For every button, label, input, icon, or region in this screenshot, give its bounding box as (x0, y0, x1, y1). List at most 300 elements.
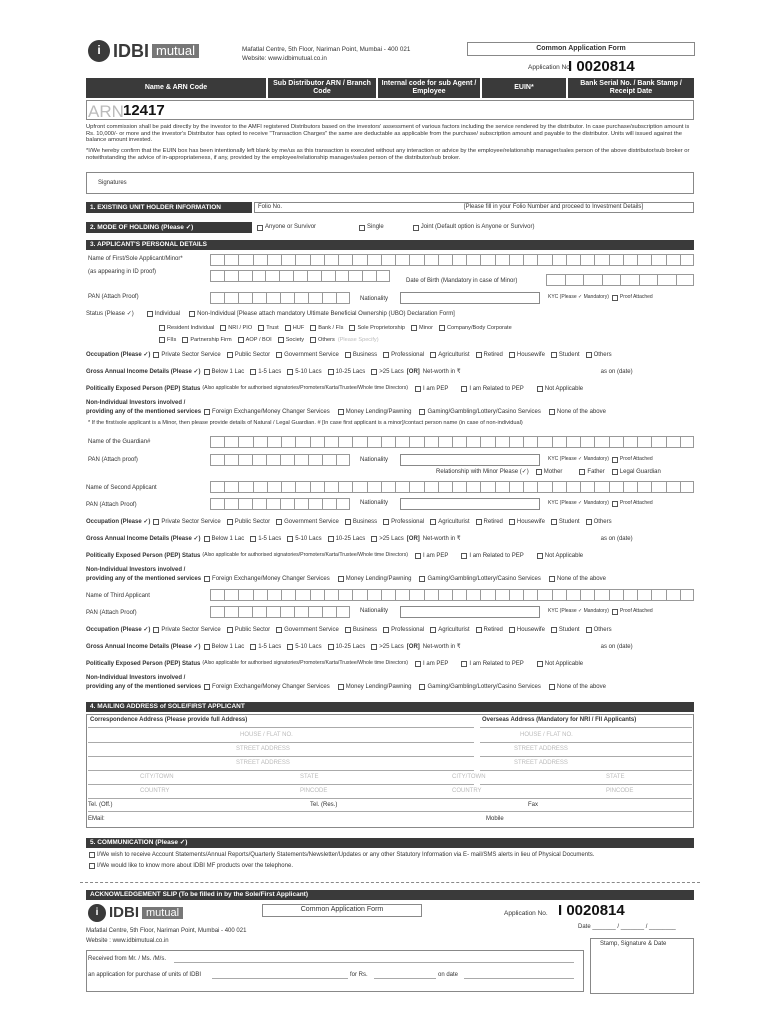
third-occ-checkbox[interactable] (586, 627, 592, 633)
signatures-box[interactable] (86, 172, 694, 194)
second-income-checkbox[interactable] (204, 536, 210, 542)
grid-cell[interactable] (253, 481, 267, 493)
second-occ-checkbox[interactable] (227, 519, 233, 525)
grid-cell[interactable] (480, 436, 494, 448)
grid-cell[interactable] (281, 436, 295, 448)
second-occ-checkbox[interactable] (383, 519, 389, 525)
third-pep-checkbox[interactable] (461, 661, 467, 667)
grid-cell[interactable] (537, 589, 551, 601)
first-occ-checkbox[interactable] (430, 352, 436, 358)
grid-cell[interactable] (438, 254, 452, 266)
grid-cell[interactable] (381, 254, 395, 266)
first-occ-checkbox[interactable] (345, 352, 351, 358)
grid-cell[interactable] (280, 498, 294, 510)
grid-cell[interactable] (480, 481, 494, 493)
grid-cell[interactable] (210, 436, 224, 448)
grid-cell[interactable] (267, 436, 281, 448)
grid-cell[interactable] (267, 589, 281, 601)
status-opt2-checkbox[interactable] (310, 337, 316, 343)
grid-cell[interactable] (335, 270, 349, 282)
grid-cell[interactable] (322, 498, 336, 510)
status-opt-checkbox[interactable] (349, 325, 355, 331)
grid-cell[interactable] (253, 254, 267, 266)
grid-cell[interactable] (338, 254, 352, 266)
grid-cell[interactable] (495, 589, 509, 601)
pan-grid[interactable] (210, 292, 350, 304)
second-occ-checkbox[interactable] (551, 519, 557, 525)
grid-cell[interactable] (452, 436, 466, 448)
grid-cell[interactable] (594, 254, 608, 266)
grid-cell[interactable] (367, 254, 381, 266)
grid-cell[interactable] (253, 589, 267, 601)
first-income-checkbox[interactable] (287, 369, 293, 375)
grid-cell[interactable] (666, 436, 680, 448)
guardian-pan-grid[interactable] (210, 454, 350, 466)
grid-cell[interactable] (252, 454, 266, 466)
grid-cell[interactable] (566, 589, 580, 601)
first-income-checkbox[interactable] (328, 369, 334, 375)
grid-cell[interactable] (252, 292, 266, 304)
third-svc-checkbox[interactable] (204, 684, 210, 690)
grid-cell[interactable] (238, 454, 252, 466)
second-proof-checkbox[interactable] (612, 501, 618, 507)
grid-cell[interactable] (252, 270, 266, 282)
third-income-checkbox[interactable] (287, 644, 293, 650)
third-pep-checkbox[interactable] (537, 661, 543, 667)
second-income-checkbox[interactable] (250, 536, 256, 542)
grid-cell[interactable] (637, 589, 651, 601)
grid-cell[interactable] (224, 292, 238, 304)
grid-cell[interactable] (594, 589, 608, 601)
grid-cell[interactable] (580, 481, 594, 493)
grid-cell[interactable] (537, 481, 551, 493)
grid-cell[interactable] (509, 436, 523, 448)
grid-cell[interactable] (424, 481, 438, 493)
first-name-grid[interactable] (210, 254, 694, 266)
status-opt-checkbox[interactable] (439, 325, 445, 331)
grid-cell[interactable] (352, 436, 366, 448)
grid-cell[interactable] (210, 589, 224, 601)
grid-cell[interactable] (367, 481, 381, 493)
grid-cell[interactable] (566, 254, 580, 266)
first-occ-checkbox[interactable] (227, 352, 233, 358)
grid-cell[interactable] (238, 436, 252, 448)
second-svc-checkbox[interactable] (204, 576, 210, 582)
second-pan-grid[interactable] (210, 498, 350, 510)
grid-cell[interactable] (452, 589, 466, 601)
grid-cell[interactable] (466, 481, 480, 493)
status-opt2-checkbox[interactable] (278, 337, 284, 343)
grid-cell[interactable] (307, 270, 321, 282)
grid-cell[interactable] (295, 436, 309, 448)
proof-checkbox[interactable] (612, 295, 618, 301)
third-svc-checkbox[interactable] (549, 684, 555, 690)
grid-cell[interactable] (424, 254, 438, 266)
grid-cell[interactable] (238, 254, 252, 266)
grid-cell[interactable] (210, 454, 224, 466)
grid-cell[interactable] (338, 589, 352, 601)
grid-cell[interactable] (409, 481, 423, 493)
grid-cell[interactable] (381, 436, 395, 448)
guardian-nationality-input[interactable] (400, 454, 540, 466)
grid-cell[interactable] (324, 589, 338, 601)
grid-cell[interactable] (552, 589, 566, 601)
grid-cell[interactable] (348, 270, 362, 282)
grid-cell[interactable] (466, 254, 480, 266)
grid-cell[interactable] (452, 481, 466, 493)
grid-cell[interactable] (324, 254, 338, 266)
grid-cell[interactable] (609, 589, 623, 601)
grid-cell[interactable] (224, 589, 238, 601)
grid-cell[interactable] (238, 498, 252, 510)
grid-cell[interactable] (224, 606, 238, 618)
holding-single-checkbox[interactable] (359, 225, 365, 231)
second-occ-checkbox[interactable] (153, 519, 159, 525)
grid-cell[interactable] (509, 589, 523, 601)
first-pep-checkbox[interactable] (415, 386, 421, 392)
grid-cell[interactable] (295, 254, 309, 266)
grid-cell[interactable] (637, 481, 651, 493)
second-occ-checkbox[interactable] (430, 519, 436, 525)
grid-cell[interactable] (266, 606, 280, 618)
status-opt2-checkbox[interactable] (159, 337, 165, 343)
grid-cell[interactable] (523, 481, 537, 493)
grid-cell[interactable] (310, 481, 324, 493)
grid-cell[interactable] (381, 481, 395, 493)
second-occ-checkbox[interactable] (276, 519, 282, 525)
grid-cell[interactable] (395, 436, 409, 448)
distributor-input-row[interactable] (86, 100, 694, 120)
grid-cell[interactable] (409, 254, 423, 266)
second-income-checkbox[interactable] (287, 536, 293, 542)
grid-cell[interactable] (280, 292, 294, 304)
grid-cell[interactable] (294, 498, 308, 510)
third-proof-checkbox[interactable] (612, 609, 618, 615)
grid-cell[interactable] (281, 589, 295, 601)
status-opt-checkbox[interactable] (159, 325, 165, 331)
grid-cell[interactable] (552, 436, 566, 448)
grid-cell[interactable] (623, 254, 637, 266)
grid-cell[interactable] (580, 436, 594, 448)
grid-cell[interactable] (308, 292, 322, 304)
third-occ-checkbox[interactable] (551, 627, 557, 633)
first-svc-checkbox[interactable] (338, 409, 344, 415)
grid-cell[interactable] (523, 436, 537, 448)
grid-cell[interactable] (308, 454, 322, 466)
grid-cell[interactable] (210, 270, 224, 282)
name-grid-2[interactable] (210, 270, 390, 282)
grid-cell[interactable] (565, 274, 584, 286)
grid-cell[interactable] (552, 254, 566, 266)
grid-cell[interactable] (281, 481, 295, 493)
grid-cell[interactable] (438, 481, 452, 493)
grid-cell[interactable] (362, 270, 376, 282)
grid-cell[interactable] (336, 454, 350, 466)
grid-cell[interactable] (609, 481, 623, 493)
holding-anyone-checkbox[interactable] (257, 225, 263, 231)
grid-cell[interactable] (666, 254, 680, 266)
third-occ-checkbox[interactable] (430, 627, 436, 633)
grid-cell[interactable] (623, 589, 637, 601)
grid-cell[interactable] (637, 436, 651, 448)
grid-cell[interactable] (523, 254, 537, 266)
status-opt-checkbox[interactable] (411, 325, 417, 331)
grid-cell[interactable] (224, 270, 238, 282)
grid-cell[interactable] (224, 498, 238, 510)
grid-cell[interactable] (680, 254, 694, 266)
third-income-checkbox[interactable] (250, 644, 256, 650)
rel-father-checkbox[interactable] (579, 469, 585, 475)
grid-cell[interactable] (580, 589, 594, 601)
second-income-checkbox[interactable] (328, 536, 334, 542)
grid-cell[interactable] (238, 270, 252, 282)
grid-cell[interactable] (424, 436, 438, 448)
grid-cell[interactable] (238, 292, 252, 304)
grid-cell[interactable] (266, 454, 280, 466)
third-income-checkbox[interactable] (328, 644, 334, 650)
grid-cell[interactable] (310, 254, 324, 266)
grid-cell[interactable] (252, 606, 266, 618)
grid-cell[interactable] (438, 436, 452, 448)
grid-cell[interactable] (376, 270, 390, 282)
grid-cell[interactable] (566, 436, 580, 448)
second-pep-checkbox[interactable] (537, 553, 543, 559)
status-nonindividual-checkbox[interactable] (189, 311, 195, 317)
grid-cell[interactable] (620, 274, 639, 286)
nationality-input[interactable] (400, 292, 540, 304)
grid-cell[interactable] (224, 454, 238, 466)
grid-cell[interactable] (466, 436, 480, 448)
third-pep-checkbox[interactable] (415, 661, 421, 667)
grid-cell[interactable] (537, 254, 551, 266)
grid-cell[interactable] (338, 436, 352, 448)
grid-cell[interactable] (266, 498, 280, 510)
grid-cell[interactable] (546, 274, 565, 286)
grid-cell[interactable] (381, 589, 395, 601)
grid-cell[interactable] (336, 606, 350, 618)
third-svc-checkbox[interactable] (419, 684, 425, 690)
grid-cell[interactable] (480, 254, 494, 266)
first-income-checkbox[interactable] (204, 369, 210, 375)
rel-guardian-checkbox[interactable] (612, 469, 618, 475)
third-occ-checkbox[interactable] (227, 627, 233, 633)
grid-cell[interactable] (566, 481, 580, 493)
second-nationality-input[interactable] (400, 498, 540, 510)
second-pep-checkbox[interactable] (415, 553, 421, 559)
grid-cell[interactable] (252, 498, 266, 510)
grid-cell[interactable] (253, 436, 267, 448)
guardian-proof-checkbox[interactable] (612, 457, 618, 463)
grid-cell[interactable] (666, 589, 680, 601)
grid-cell[interactable] (466, 589, 480, 601)
grid-cell[interactable] (438, 589, 452, 601)
grid-cell[interactable] (495, 254, 509, 266)
grid-cell[interactable] (238, 589, 252, 601)
grid-cell[interactable] (267, 254, 281, 266)
grid-cell[interactable] (395, 254, 409, 266)
status-opt-checkbox[interactable] (220, 325, 226, 331)
second-name-grid[interactable] (210, 481, 694, 493)
status-opt-checkbox[interactable] (258, 325, 264, 331)
grid-cell[interactable] (294, 454, 308, 466)
third-occ-checkbox[interactable] (276, 627, 282, 633)
grid-cell[interactable] (395, 589, 409, 601)
comm-email-checkbox[interactable] (89, 852, 95, 858)
first-income-checkbox[interactable] (250, 369, 256, 375)
grid-cell[interactable] (639, 274, 658, 286)
grid-cell[interactable] (651, 589, 665, 601)
status-opt-checkbox[interactable] (310, 325, 316, 331)
third-occ-checkbox[interactable] (476, 627, 482, 633)
grid-cell[interactable] (336, 498, 350, 510)
grid-cell[interactable] (594, 436, 608, 448)
first-occ-checkbox[interactable] (383, 352, 389, 358)
second-occ-checkbox[interactable] (509, 519, 515, 525)
status-opt-checkbox[interactable] (285, 325, 291, 331)
grid-cell[interactable] (509, 254, 523, 266)
grid-cell[interactable] (352, 254, 366, 266)
first-svc-checkbox[interactable] (204, 409, 210, 415)
third-name-grid[interactable] (210, 589, 694, 601)
grid-cell[interactable] (281, 254, 295, 266)
first-income-checkbox[interactable] (371, 369, 377, 375)
grid-cell[interactable] (637, 254, 651, 266)
grid-cell[interactable] (293, 270, 307, 282)
grid-cell[interactable] (583, 274, 602, 286)
grid-cell[interactable] (308, 498, 322, 510)
grid-cell[interactable] (224, 481, 238, 493)
third-occ-checkbox[interactable] (153, 627, 159, 633)
grid-cell[interactable] (265, 270, 279, 282)
status-individual-checkbox[interactable] (147, 311, 153, 317)
grid-cell[interactable] (308, 606, 322, 618)
first-occ-checkbox[interactable] (276, 352, 282, 358)
grid-cell[interactable] (267, 481, 281, 493)
grid-cell[interactable] (210, 481, 224, 493)
grid-cell[interactable] (336, 292, 350, 304)
grid-cell[interactable] (680, 436, 694, 448)
second-svc-checkbox[interactable] (419, 576, 425, 582)
grid-cell[interactable] (324, 481, 338, 493)
grid-cell[interactable] (651, 254, 665, 266)
grid-cell[interactable] (509, 481, 523, 493)
grid-cell[interactable] (210, 498, 224, 510)
first-occ-checkbox[interactable] (586, 352, 592, 358)
third-svc-checkbox[interactable] (338, 684, 344, 690)
grid-cell[interactable] (623, 481, 637, 493)
grid-cell[interactable] (210, 292, 224, 304)
grid-cell[interactable] (210, 606, 224, 618)
grid-cell[interactable] (495, 436, 509, 448)
first-pep-checkbox[interactable] (461, 386, 467, 392)
grid-cell[interactable] (602, 274, 621, 286)
status-opt2-checkbox[interactable] (238, 337, 244, 343)
grid-cell[interactable] (280, 454, 294, 466)
third-occ-checkbox[interactable] (509, 627, 515, 633)
grid-cell[interactable] (294, 606, 308, 618)
grid-cell[interactable] (224, 254, 238, 266)
grid-cell[interactable] (676, 274, 695, 286)
grid-cell[interactable] (609, 254, 623, 266)
grid-cell[interactable] (594, 481, 608, 493)
second-pep-checkbox[interactable] (461, 553, 467, 559)
grid-cell[interactable] (310, 589, 324, 601)
first-occ-checkbox[interactable] (476, 352, 482, 358)
grid-cell[interactable] (322, 606, 336, 618)
first-occ-checkbox[interactable] (551, 352, 557, 358)
grid-cell[interactable] (310, 436, 324, 448)
grid-cell[interactable] (651, 481, 665, 493)
first-occ-checkbox[interactable] (153, 352, 159, 358)
grid-cell[interactable] (409, 589, 423, 601)
grid-cell[interactable] (395, 481, 409, 493)
grid-cell[interactable] (238, 606, 252, 618)
second-occ-checkbox[interactable] (586, 519, 592, 525)
grid-cell[interactable] (680, 481, 694, 493)
grid-cell[interactable] (352, 589, 366, 601)
grid-cell[interactable] (409, 436, 423, 448)
grid-cell[interactable] (367, 436, 381, 448)
grid-cell[interactable] (224, 436, 238, 448)
grid-cell[interactable] (295, 481, 309, 493)
third-occ-checkbox[interactable] (383, 627, 389, 633)
grid-cell[interactable] (680, 589, 694, 601)
grid-cell[interactable] (523, 589, 537, 601)
holding-joint-checkbox[interactable] (413, 225, 419, 231)
first-pep-checkbox[interactable] (537, 386, 543, 392)
grid-cell[interactable] (352, 481, 366, 493)
second-occ-checkbox[interactable] (345, 519, 351, 525)
status-opt2-checkbox[interactable] (182, 337, 188, 343)
grid-cell[interactable] (280, 606, 294, 618)
grid-cell[interactable] (666, 481, 680, 493)
grid-cell[interactable] (480, 589, 494, 601)
grid-cell[interactable] (210, 254, 224, 266)
rel-mother-checkbox[interactable] (536, 469, 542, 475)
first-svc-checkbox[interactable] (419, 409, 425, 415)
third-pan-grid[interactable] (210, 606, 350, 618)
first-svc-checkbox[interactable] (549, 409, 555, 415)
grid-cell[interactable] (452, 254, 466, 266)
second-svc-checkbox[interactable] (338, 576, 344, 582)
grid-cell[interactable] (238, 481, 252, 493)
second-income-checkbox[interactable] (371, 536, 377, 542)
second-occ-checkbox[interactable] (476, 519, 482, 525)
grid-cell[interactable] (609, 436, 623, 448)
grid-cell[interactable] (424, 589, 438, 601)
grid-cell[interactable] (552, 481, 566, 493)
grid-cell[interactable] (324, 436, 338, 448)
third-income-checkbox[interactable] (371, 644, 377, 650)
grid-cell[interactable] (537, 436, 551, 448)
third-income-checkbox[interactable] (204, 644, 210, 650)
grid-cell[interactable] (495, 481, 509, 493)
grid-cell[interactable] (338, 481, 352, 493)
grid-cell[interactable] (322, 454, 336, 466)
first-occ-checkbox[interactable] (509, 352, 515, 358)
grid-cell[interactable] (266, 292, 280, 304)
grid-cell[interactable] (322, 292, 336, 304)
grid-cell[interactable] (321, 270, 335, 282)
grid-cell[interactable] (651, 436, 665, 448)
grid-cell[interactable] (657, 274, 676, 286)
dob-grid[interactable] (546, 274, 694, 286)
grid-cell[interactable] (294, 292, 308, 304)
third-nationality-input[interactable] (400, 606, 540, 618)
second-svc-checkbox[interactable] (549, 576, 555, 582)
third-occ-checkbox[interactable] (345, 627, 351, 633)
guardian-name-grid[interactable] (210, 436, 694, 448)
